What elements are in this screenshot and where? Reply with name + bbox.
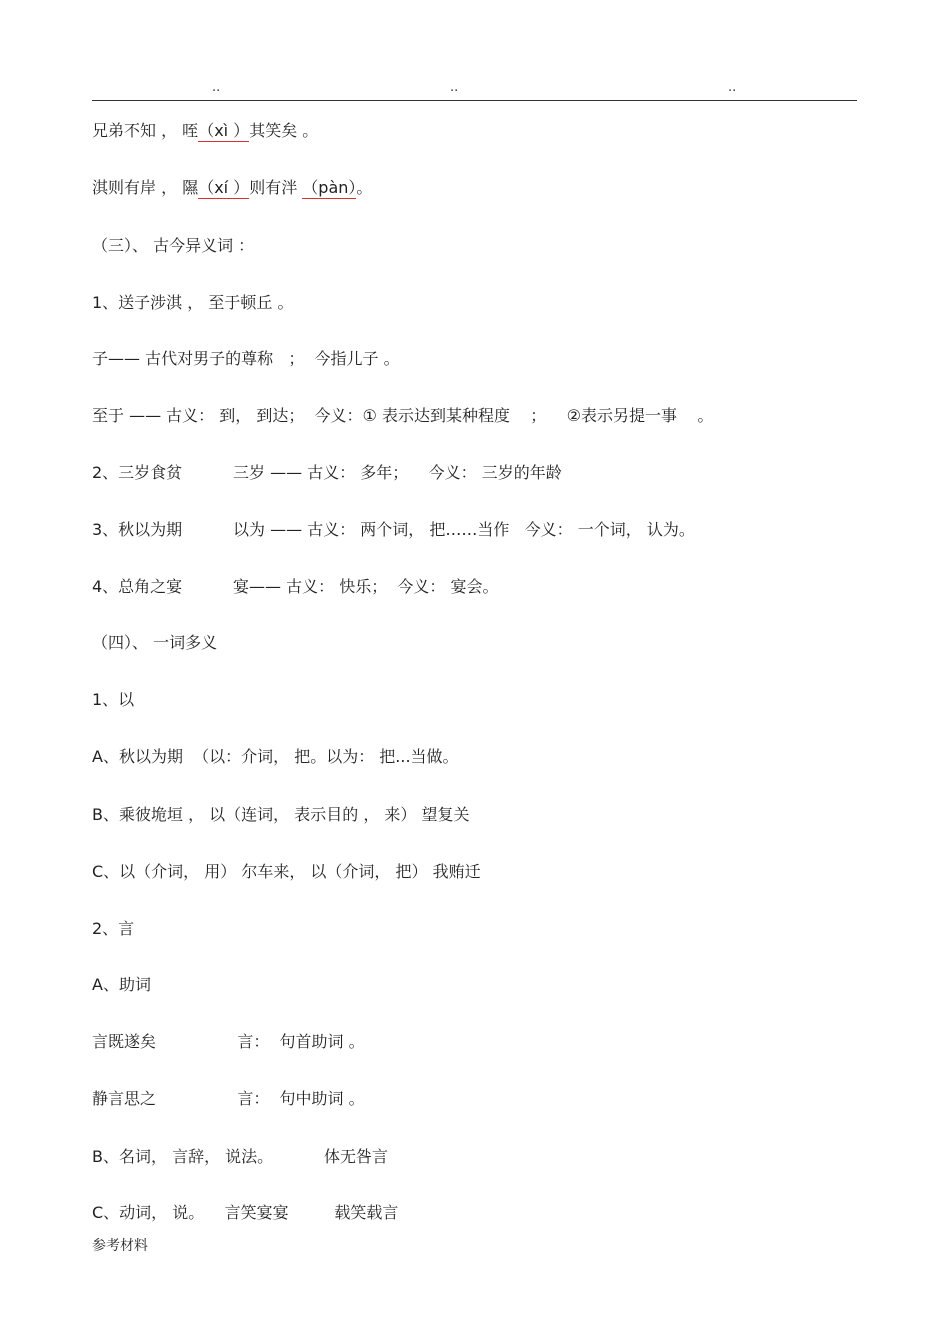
- text-segment: 静言思之 言： 句中助词 。: [92, 1089, 365, 1108]
- header-rule: [92, 100, 857, 101]
- footer-text: 参考材料: [92, 1238, 148, 1254]
- text-line: [92, 348, 400, 370]
- text-segment: C、动词， 说。 言笑宴宴 载笑载言: [92, 1203, 399, 1222]
- text-segment: 2、三岁食贫 三岁 —— 古义： 多年； 今义： 三岁的年龄: [92, 463, 562, 482]
- pinyin-annotation: （xí ）: [198, 178, 250, 197]
- text-segment: 3、秋以为期 以为 —— 古义： 两个词， 把……当作 今义： 一个词， 认为。: [92, 520, 695, 539]
- text-line: [92, 1202, 398, 1224]
- text-segment: 至于 —— 古义： 到， 到达； 今义：① 表示达到某种程度 ； ②表示另提一事 。: [92, 406, 714, 425]
- text-segment: 淇则有岸 ， 隰: [92, 178, 199, 197]
- text-segment: 2、言: [92, 919, 135, 938]
- text-line: [92, 918, 134, 940]
- text-segment: 4、总角之宴 宴—— 古义： 快乐； 今义： 宴会。: [92, 577, 499, 596]
- text-line: [92, 177, 372, 199]
- text-segment: 1、送子涉淇 ， 至于顿丘 。: [92, 293, 294, 312]
- text-segment: 子—— 古代对男子的尊称 ； 今指儿子 。: [92, 349, 400, 368]
- text-line: [92, 519, 695, 541]
- text-segment: A、助词: [92, 975, 151, 994]
- header-dot-left: ..: [212, 80, 221, 95]
- text-line: [92, 1031, 365, 1053]
- text-segment: B、乘彼垝垣 ， 以（连词， 表示目的 ， 来） 望复关: [92, 805, 470, 824]
- text-segment: 1、以: [92, 690, 135, 709]
- text-segment: B、名词， 言辞， 说法。 体无咎言: [92, 1147, 389, 1166]
- text-line: [92, 632, 217, 654]
- text-line: [92, 861, 481, 883]
- text-line: [92, 462, 562, 484]
- text-line: [92, 292, 293, 314]
- text-segment: 言既遂矣 言： 句首助词 。: [92, 1032, 365, 1051]
- text-segment: 则有泮: [249, 178, 303, 197]
- text-segment: A、秋以为期 （以：介词， 把。以为： 把...当做。: [92, 747, 459, 766]
- text-line: [92, 974, 151, 996]
- text-line: [92, 1146, 388, 1168]
- pinyin-annotation: （pàn）: [302, 178, 357, 197]
- text-segment: （四）、 一词多义: [92, 633, 218, 652]
- text-segment: 。: [356, 178, 373, 197]
- text-line: [92, 405, 713, 427]
- text-segment: 其笑矣 。: [249, 121, 319, 140]
- text-segment: （三）、 古今异义词 ：: [92, 236, 255, 255]
- text-line: [92, 804, 470, 826]
- header-dot-right: ..: [728, 80, 737, 95]
- text-line: [92, 1088, 365, 1110]
- text-segment: 兄弟不知 ， 咥: [92, 121, 199, 140]
- text-segment: C、以（介词， 用） 尔车来， 以（介词， 把） 我贿迁: [92, 862, 481, 881]
- header-dot-center: ..: [450, 80, 459, 95]
- text-line: [92, 689, 134, 711]
- text-line: [92, 235, 254, 257]
- text-line: [92, 746, 459, 768]
- text-line: [92, 576, 498, 598]
- text-line: [92, 120, 318, 142]
- pinyin-annotation: （xì ）: [198, 121, 250, 140]
